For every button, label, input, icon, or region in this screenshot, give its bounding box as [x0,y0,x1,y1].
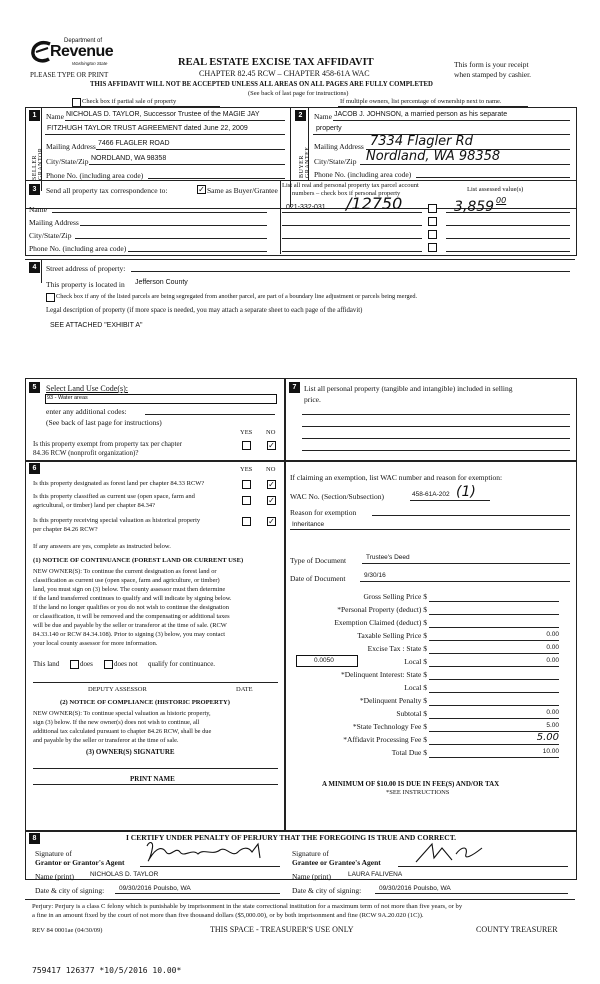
section-6-number: 6 [29,463,40,474]
exempt-no-checkbox[interactable]: ✓ [268,441,275,450]
qualify-label: qualify for continuance. [148,660,216,668]
assessed-cents: 00 [496,196,507,205]
personal-property-label-2: price. [304,395,321,404]
land-does-not-checkbox[interactable] [104,660,113,669]
fee-row: Subtotal $ 0.00 [396,709,559,718]
fee-row: *Delinquent Interest: State $ [286,670,571,683]
please-type: PLEASE TYPE OR PRINT [30,71,109,79]
fee-row: *Delinquent Penalty $ [286,696,571,709]
grantor-print-value: NICHOLAS D. TAYLOR [90,871,159,878]
seller-phone-label: Phone No. (including area code) [46,171,144,180]
section-8-number: 8 [29,833,40,844]
doc-type-label: Type of Document [290,556,347,565]
s5-no-header: NO [266,429,276,436]
certify-statement: I CERTIFY UNDER PENALTY OF PERJURY THAT THE FOREGOING IS TRUE AND CORRECT. [126,833,457,842]
grantor-signature [142,836,282,866]
s3-city-label: City/State/Zip [29,231,72,240]
land-use-label: Select Land Use Code(s): [46,384,128,393]
historic-no-checkbox[interactable]: ✓ [268,517,275,526]
section-5-number: 5 [29,382,40,393]
print-name-label: PRINT NAME [130,775,175,783]
current-use-yes-checkbox[interactable] [242,496,251,505]
deputy-date-label: DATE [236,686,253,693]
buyer-city-label: City/State/Zip [314,157,357,166]
buyer-phone-label: Phone No. (including area code) [314,170,412,179]
doc-date-value: 9/30/16 [364,572,386,579]
forest-no-checkbox[interactable]: ✓ [268,480,275,489]
county-treasurer-label: COUNTY TREASURER [476,925,558,934]
located-in-label: This property is located in [46,280,125,289]
receipt-note-1: This form is your receipt [454,60,529,69]
fee-row: Local $ [286,683,571,696]
parcel-1-personal-checkbox[interactable] [428,204,437,213]
logo-word: Revenue [50,43,114,60]
seller-name-line-2: FITZHUGH TAYLOR TRUST AGREEMENT dated June 22, 2009 [47,125,248,132]
grantee-date-label: Date & city of signing: [292,886,362,895]
dor-logo [30,38,140,68]
fee-row: *State Technology Fee $ 5.00 [352,722,559,731]
wac-label: WAC No. (Section/Subsection) [290,492,384,501]
same-as-buyer-label: Same as Buyer/Grantee [207,186,278,195]
minimum-due-note: A MINIMUM OF $10.00 IS DUE IN FEE(S) AND/OR TAX [322,780,500,788]
historic-yes-checkbox[interactable] [242,517,251,526]
forest-question: Is this property designated as forest land per chapter 84.33 RCW? [33,480,205,487]
buyer-city-value: Nordland, WA 98358 [366,149,501,164]
fee-row: Gross Selling Price $ [286,592,571,605]
s5-see-back: (See back of last page for instructions) [46,418,162,427]
parcel-header-1: List all real and personal property tax parcel account [282,182,419,189]
grantee-sig-label-1: Signature of [292,849,329,858]
same-as-buyer-checkbox[interactable]: ✓ [198,185,205,194]
grantor-sig-label-2: Grantor or Grantor's Agent [35,858,125,867]
land-does-not-label: does not [114,660,138,668]
grantor-date-label: Date & city of signing: [35,886,105,895]
grantee-date-value: 09/30/2016 Poulsbo, WA [379,885,451,892]
fee-row: Total Due $ 10.00 [391,748,559,757]
cashier-stamp: 759417 126377 *10/5/2016 10.00* [32,966,182,975]
wac-handwritten: (1) [456,484,476,500]
assessed-value: 3,859 [454,199,495,215]
section-7-number: 7 [289,382,300,393]
notice-continuance-text: NEW OWNER(S): To continue the current designation as forest land or classification as current use (open space, farm and agriculture, or timber) land, you must sign on (3) below. The county assessor must then determine if the land transferred continues to qualify and will indicate by signing below. If the land no longer qualifies or you do not wish to continue the designation or classification, it will be removed and the compensating or additional taxes will be due and payable by the seller or transferor at the time of sale. (RCW 84.33.140 or RCW 84.34.108). Prior to signing (3) below, you may contact your local county assessor for more information. [33,568,232,647]
s3-name-label: Name [29,205,47,214]
county-value: Jefferson County [135,279,188,286]
form-chapter: CHAPTER 82.45 RCW – CHAPTER 458-61A WAC [199,69,370,78]
fee-row: *Affidavit Processing Fee $ 5.00 [343,732,559,744]
grantor-date-value: 09/30/2016 Poulsbo, WA [119,885,191,892]
historic-question-1: Is this property receiving special valuation as historical property [33,517,201,524]
buyer-mailing-value: 7334 Flagler Rd [370,134,473,149]
exempt-yes-checkbox[interactable] [242,441,251,450]
s3-phone-label: Phone No. (including area code) [29,244,127,253]
fee-row: *Personal Property (deduct) $ [286,605,571,618]
perjury-line-2: a fine in an amount fixed by the court of not more than five thousand dollars ($5,000.00), or by both imprisonment and fine (RCW 9A.20.020 (1C)). [32,912,424,919]
section-3-number: 3 [29,184,40,195]
local-rate-value: 0.0050 [314,657,334,664]
s6-no-header: NO [266,466,276,473]
partial-sale-label: Check box if partial sale of property [82,98,177,105]
multiple-owners-note: If multiple owners, list percentage of ownership next to name. [340,98,502,105]
street-address-label: Street address of property: [46,264,126,273]
additional-codes-label: enter any additional codes: [46,407,127,416]
form-title: REAL ESTATE EXCISE TAX AFFIDAVIT [178,57,374,68]
seller-name-line-1: NICHOLAS D. TAYLOR, Successor Trustee of the MAGIE JAY [66,111,260,118]
reason-label: Reason for exemption [290,508,357,517]
current-use-no-checkbox[interactable]: ✓ [268,496,275,505]
notice-continuance-title: (1) NOTICE OF CONTINUANCE (FOREST LAND OR CURRENT USE) [33,557,244,564]
fee-row: Taxable Selling Price $ 0.00 [357,631,559,640]
if-any-yes-note: If any answers are yes, complete as instructed below. [33,543,171,550]
doc-type-value: Trustee's Deed [366,554,410,561]
land-use-value: 93 - Water areas [47,395,88,401]
buyer-grantee-label: BUYER GRANTEE [299,146,311,178]
land-does-checkbox[interactable] [70,660,79,669]
doc-date-label: Date of Document [290,574,346,583]
section-2-number: 2 [295,110,306,121]
grantee-sig-label-2: Grantee or Grantee's Agent [292,858,381,867]
parcel-2-personal-checkbox[interactable] [428,217,437,226]
exemption-label: If claiming an exemption, list WAC number and reason for exemption: [290,473,503,482]
fee-row: 0.0050 Local $ 0.00 [286,657,571,670]
assessed-header: List assessed value(s) [467,186,524,193]
section-1-number: 1 [29,110,40,121]
reason-value: Inheritance [292,521,325,528]
seller-city-value: NORDLAND, WA 98358 [91,155,167,162]
historic-question-2: per chapter 84.26 RCW? [33,526,98,533]
seller-mailing-value: 7466 FLAGLER ROAD [98,140,170,147]
this-land-label: This land [33,660,60,668]
deputy-assessor-label: DEPUTY ASSESSOR [88,686,147,693]
legal-description-label: Legal description of property (if more space is needed, you may attach a separate sheet to each page of the affidavit) [46,307,363,314]
logo-state: Washington State [72,61,108,66]
grantee-signature [412,840,502,866]
logo-dept: Department of [64,38,103,44]
notice-compliance-title: (2) NOTICE OF COMPLIANCE (HISTORIC PROPERTY) [60,699,230,706]
not-accepted-warning: THIS AFFIDAVIT WILL NOT BE ACCEPTED UNLESS ALL AREAS ON ALL PAGES ARE FULLY COMPLETED [90,81,433,88]
parcel-3-personal-checkbox[interactable] [428,230,437,239]
land-does-label: does [80,660,93,668]
parcel-4-personal-checkbox[interactable] [428,243,437,252]
segregated-checkbox[interactable] [46,293,55,302]
buyer-mailing-label: Mailing Address [314,142,364,151]
exempt-question-2: 84.36 RCW (nonprofit organization)? [33,449,139,457]
current-use-question-1: Is this property classified as current use (open space, farm and [33,493,195,500]
fee-row: Excise Tax : State $ 0.00 [367,644,559,653]
forest-yes-checkbox[interactable] [242,480,251,489]
legal-description-value: SEE ATTACHED "EXHIBIT A" [50,322,143,329]
form-revision: REV 84 0001ae (04/30/09) [32,927,103,934]
seller-mailing-label: Mailing Address [46,142,96,151]
seller-city-label: City/State/Zip [46,157,89,166]
personal-property-label-1: List all personal property (tangible and intangible) included in selling [304,384,513,393]
current-use-question-2: agricultural, or timber) land per chapter 84.34? [33,502,156,509]
buyer-name-line-1: JACOB J. JOHNSON, a married person as his separate [334,111,508,118]
notice-compliance-text: NEW OWNER(S): To continue special valuation as historic property, sign (3) below. If the new owner(s) does not wish to continue, all additional tax calculated pursuant to chapter 84.26 RCW, shall be due and payable by the seller or transferor at the time of sale. [33,710,212,744]
s3-mailing-label: Mailing Address [29,218,79,227]
parcel-header-2: numbers – check box if personal property [292,190,401,197]
fee-row: Exemption Claimed (deduct) $ [286,618,571,631]
receipt-note-2: when stamped by cashier. [454,70,532,79]
buyer-name-line-2: property [316,125,342,132]
seller-name-label: Name [46,112,64,121]
parcel-number: 021-332-031 [286,204,326,211]
parcel-handwritten: /12750 [346,194,403,213]
grantee-print-value: LAURA FALIVENA [348,871,403,878]
see-back-instructions: (See back of last page for instructions) [248,90,349,97]
grantor-print-label: Name (print) [35,872,74,881]
treasurer-space-label: THIS SPACE - TREASURER'S USE ONLY [210,925,354,934]
s5-yes-header: YES [240,429,253,436]
wac-value: 458-61A-202 [412,491,450,498]
revenue-logo-swoosh-icon [30,40,52,64]
s6-yes-header: YES [240,466,253,473]
owner-signature-label: (3) OWNER(S) SIGNATURE [86,748,175,756]
see-instructions-note: *SEE INSTRUCTIONS [386,789,450,796]
section-4-number: 4 [29,262,40,273]
grantor-sig-label-1: Signature of [35,849,72,858]
fee-table [286,592,571,762]
grantee-print-label: Name (print) [292,872,331,881]
send-correspondence-label: Send all property tax correspondence to: [46,186,168,195]
perjury-line-1: Perjury: Perjury is a class C felony which is punishable by imprisonment in the state correctional institution for a maximum term of not more than five years, or by [32,903,463,910]
segregated-label: Check box if any of the listed parcels are being segregated from another parcel, are part of a boundary line adjustment or parcels being merged. [56,293,418,300]
buyer-name-label: Name [314,112,332,121]
exempt-question-1: Is this property exempt from property tax per chapter [33,440,182,448]
seller-grantor-label: SELLER GRANTOR [32,147,44,180]
